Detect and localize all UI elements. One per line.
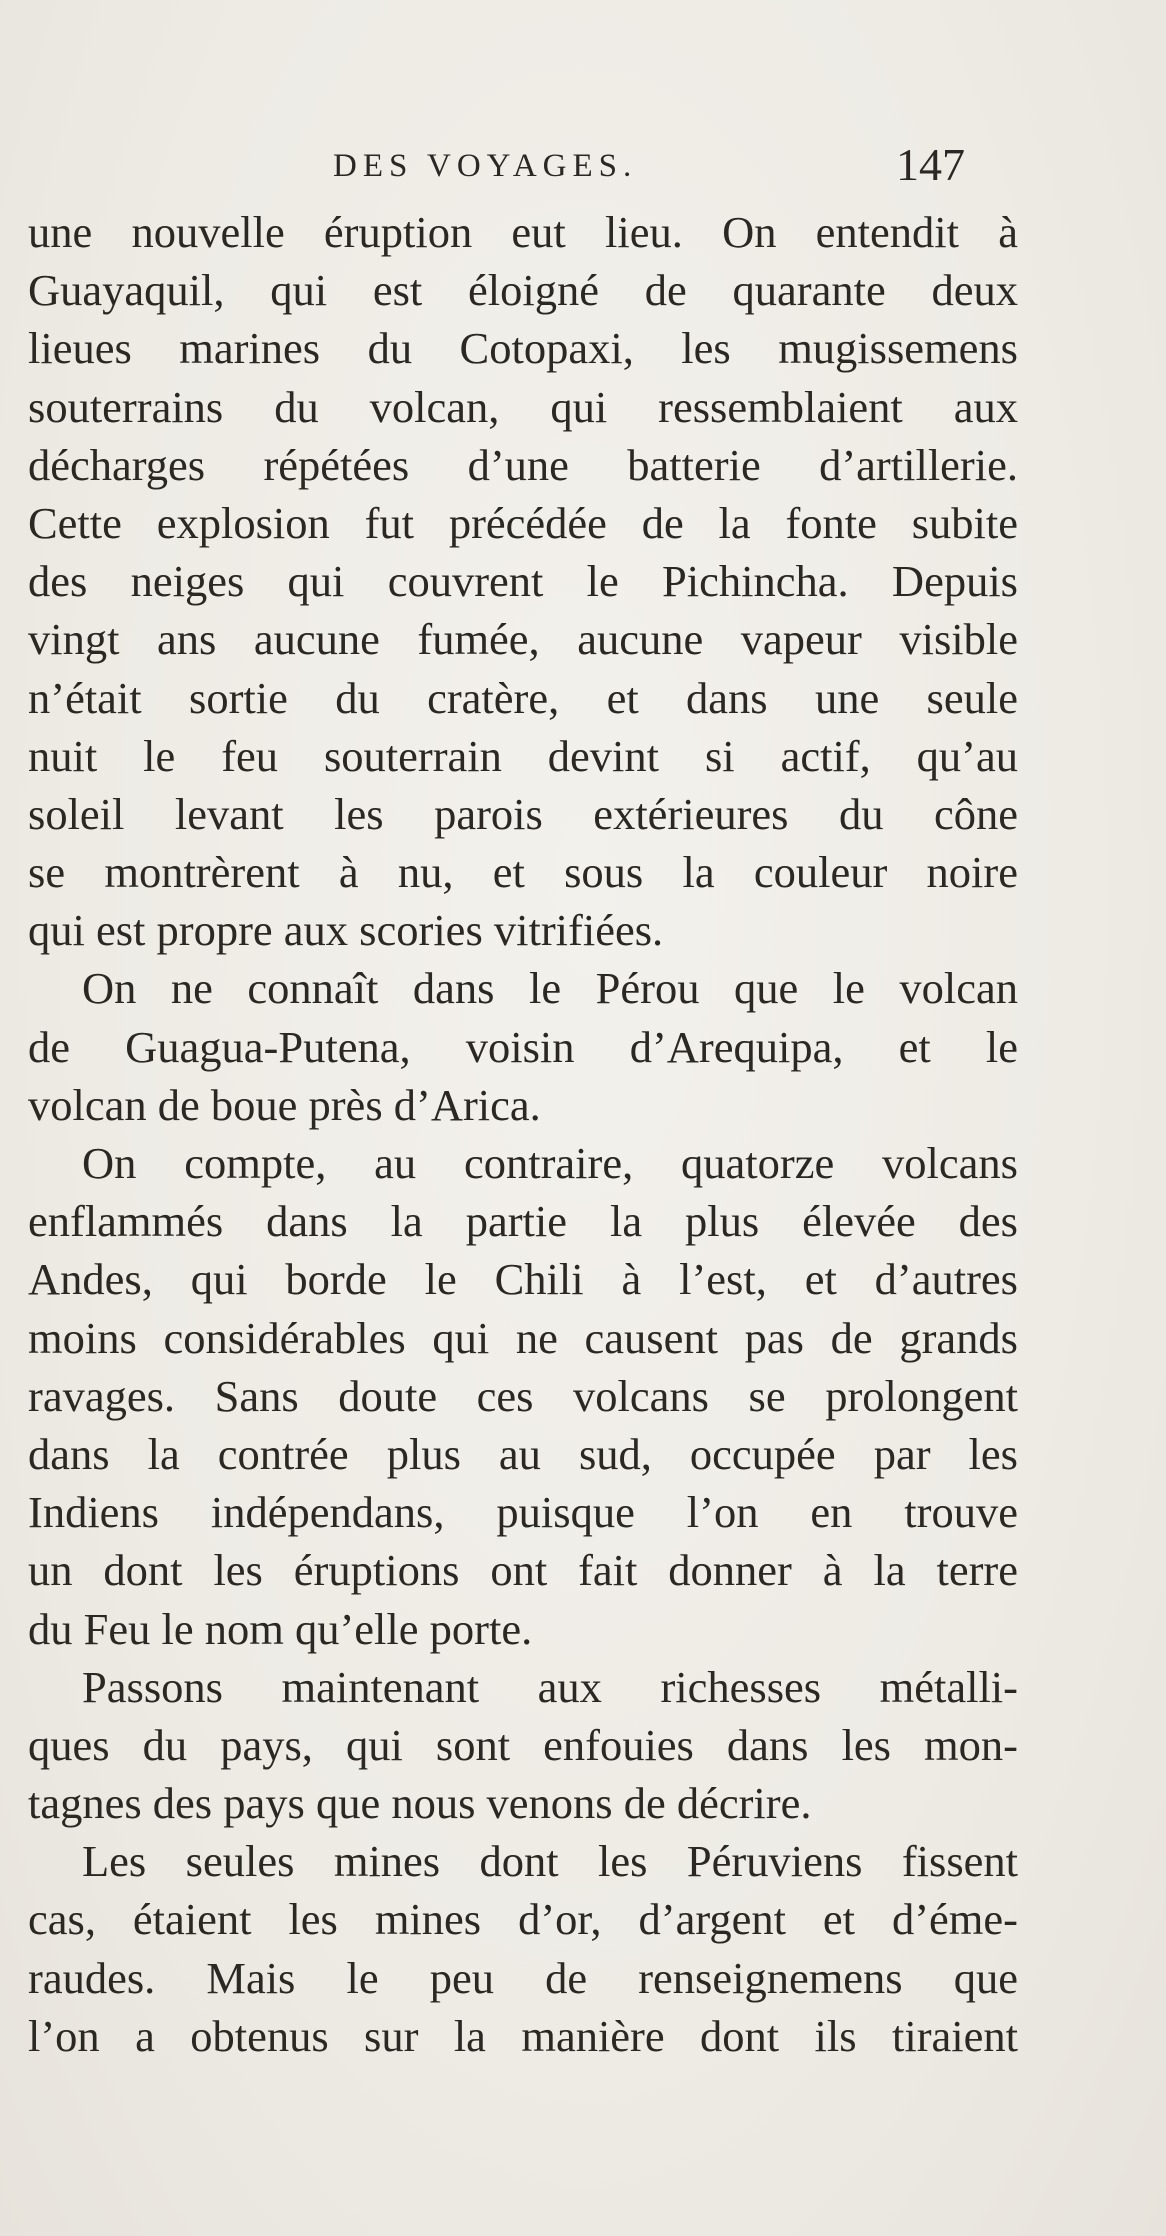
text-line: se montrèrent à nu, et sous la couleur noire	[28, 847, 1018, 898]
text-line: souterrains du volcan, qui ressemblaient aux	[28, 381, 1018, 432]
page-number: 147	[896, 139, 965, 190]
text-line: n’était sortie du cratère, et dans une seule	[28, 672, 1018, 723]
text-line: Cette explosion fut précédée de la fonte subite	[28, 497, 1018, 548]
text-line: soleil levant les parois extérieures du cône	[28, 788, 1018, 839]
text-line: ravages. Sans doute ces volcans se prolongent	[28, 1370, 1018, 1421]
text-line: Passons maintenant aux richesses métalli-	[82, 1661, 1018, 1712]
text-line: On ne connaît dans le Pérou que le volcan	[82, 963, 1018, 1014]
text-line: une nouvelle éruption eut lieu. On entendit à	[28, 207, 1018, 257]
text-line: dans la contrée plus au sud, occupée par les	[28, 1428, 1018, 1479]
text-line: tagnes des pays que nous venons de décrire.	[28, 1778, 812, 1829]
text-line: décharges répétées d’une batterie d’artillerie.	[28, 439, 1018, 490]
text-line: raudes. Mais le peu de renseignemens que	[28, 1952, 1018, 2003]
text-line: ques du pays, qui sont enfouies dans les mon-	[28, 1719, 1018, 1770]
text-line: Indiens indépendans, puisque l’on en trouve	[28, 1487, 1018, 1538]
text-line: vingt ans aucune fumée, aucune vapeur visible	[28, 614, 1018, 665]
text-line: du Feu le nom qu’elle porte.	[28, 1603, 533, 1654]
text-line: des neiges qui couvrent le Pichincha. Depuis	[28, 556, 1018, 607]
text-line: On compte, au contraire, quatorze volcans	[82, 1138, 1018, 1188]
text-line: Guayaquil, qui est éloigné de quarante deux	[28, 265, 1018, 316]
text-line: un dont les éruptions ont fait donner à la terre	[28, 1545, 1018, 1596]
page-header	[28, 138, 1018, 198]
text-line: l’on a obtenus sur la manière dont ils tiraient	[28, 2010, 1018, 2061]
text-line: lieues marines du Cotopaxi, les mugissemens	[28, 323, 1018, 374]
text-line: volcan de boue près d’Arica.	[28, 1079, 541, 1130]
text-line: de Guagua-Putena, voisin d’Arequipa, et le	[28, 1021, 1018, 1072]
body-text	[28, 203, 1018, 2065]
text-line: moins considérables qui ne causent pas de grands	[28, 1312, 1018, 1363]
text-line: Andes, qui borde le Chili à l’est, et d’autres	[28, 1254, 1018, 1305]
running-head: DES VOYAGES.	[333, 148, 638, 184]
text-line: nuit le feu souterrain devint si actif, qu’au	[28, 730, 1018, 781]
text-line: cas, étaient les mines d’or, d’argent et d’éme-	[28, 1894, 1018, 1945]
text-line: Les seules mines dont les Péruviens fissent	[82, 1836, 1018, 1887]
text-line: enflammés dans la partie la plus élevée des	[28, 1196, 1018, 1247]
text-line: qui est propre aux scories vitrifiées.	[28, 905, 664, 956]
